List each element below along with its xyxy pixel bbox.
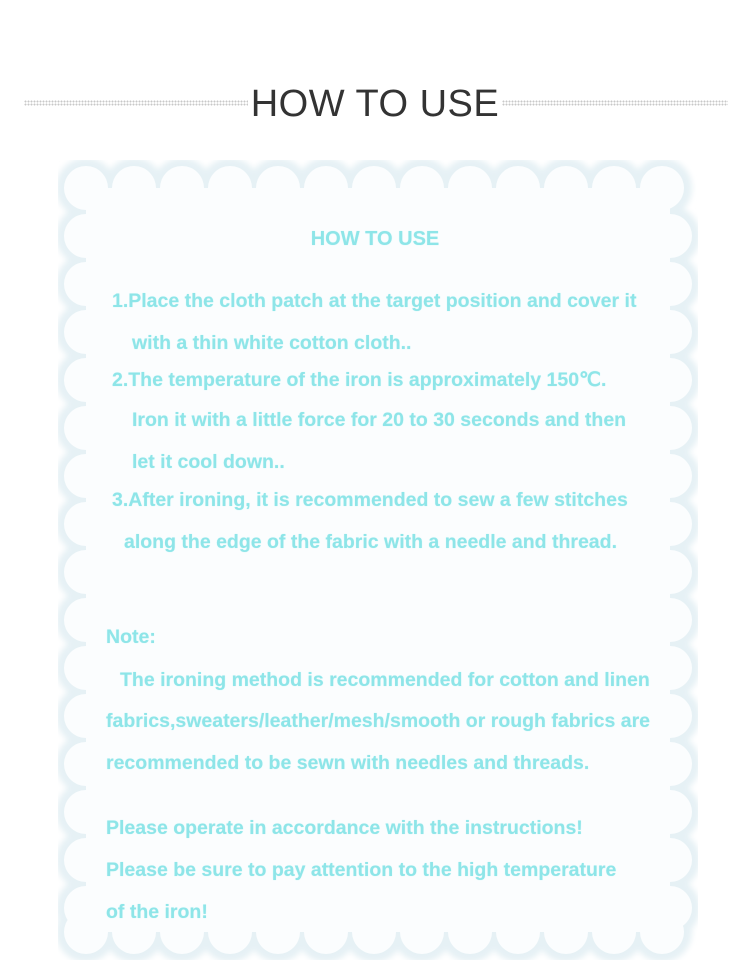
scallop-bump-inner — [352, 166, 396, 210]
note-label: Note: — [106, 626, 156, 648]
scallop-bump-inner — [64, 598, 108, 642]
scallop-bump-inner — [256, 910, 300, 954]
note-line-2: fabrics,sweaters/leather/mesh/smooth or rough fabrics are — [106, 710, 651, 732]
scallop-bump-inner — [592, 166, 636, 210]
scallop-bump-inner — [64, 262, 108, 306]
scallop-bump-inner — [64, 694, 108, 738]
scallop-bump-inner — [496, 166, 540, 210]
scallop-bump-inner — [648, 310, 692, 354]
scallop-bump-inner — [648, 550, 692, 594]
note-line-1: The ironing method is recommended for cotton and linen — [120, 669, 650, 691]
scallop-bump-inner — [400, 910, 444, 954]
scallop-bump-inner — [592, 910, 636, 954]
scallop-bump-inner — [544, 910, 588, 954]
page-title: HOW TO USE — [250, 83, 500, 125]
scalloped-card-background — [58, 160, 698, 960]
step-2-line-1: 2.The temperature of the iron is approximately 150℃. — [112, 369, 607, 391]
step-1-line-2: with a thin white cotton cloth.. — [132, 332, 412, 354]
scallop-bump-inner — [160, 166, 204, 210]
note-line-3: recommended to be sewn with needles and threads. — [106, 752, 590, 774]
scallop-bump-inner — [64, 406, 108, 450]
scallop-bump-inner — [64, 646, 108, 690]
scallop-bump-inner — [400, 166, 444, 210]
scallop-bump-inner — [648, 454, 692, 498]
scallop-bump-inner — [64, 454, 108, 498]
scallop-bump-inner — [112, 166, 156, 210]
scallop-bump-inner — [496, 910, 540, 954]
scallop-bump-inner — [648, 886, 692, 930]
scallop-bump-inner — [304, 166, 348, 210]
scallop-bump-inner — [640, 166, 684, 210]
warning-line-3: of the iron! — [106, 901, 208, 923]
scallop-bump-inner — [352, 910, 396, 954]
scallop-bump-inner — [648, 646, 692, 690]
step-3-line-1: 3.After ironing, it is recommended to sew a few stitches — [112, 489, 628, 511]
card-title: HOW TO USE — [310, 228, 440, 250]
scallop-bump-inner — [256, 166, 300, 210]
scallop-bump-inner — [64, 502, 108, 546]
warning-line-1: Please operate in accordance with the instructions! — [106, 817, 583, 839]
page-header — [0, 78, 750, 130]
scallop-bump-inner — [208, 166, 252, 210]
scallop-bump-inner — [648, 406, 692, 450]
warning-line-2: Please be sure to pay attention to the high temperature — [106, 859, 617, 881]
scallop-bump-inner — [648, 838, 692, 882]
scallop-bump-inner — [648, 790, 692, 834]
step-3-line-2: along the edge of the fabric with a needle and thread. — [124, 531, 617, 553]
scallop-bump-inner — [64, 310, 108, 354]
scallop-bump-inner — [64, 742, 108, 786]
scallop-bump-inner — [648, 502, 692, 546]
scallop-bump-inner — [64, 166, 108, 210]
scallop-bump-inner — [648, 742, 692, 786]
scallop-bump-inner — [304, 910, 348, 954]
scallop-bump-inner — [648, 694, 692, 738]
dotted-divider-right — [502, 100, 728, 106]
scallop-bump-inner — [64, 886, 108, 930]
step-2-line-3: let it cool down.. — [132, 451, 285, 473]
scallop-bump-inner — [64, 838, 108, 882]
step-1-line-1: 1.Place the cloth patch at the target position and cover it — [112, 290, 637, 312]
scallop-bump-inner — [544, 166, 588, 210]
scallop-bump-inner — [648, 262, 692, 306]
scallop-bump-inner — [448, 910, 492, 954]
scallop-bump-inner — [648, 598, 692, 642]
step-2-line-2: Iron it with a little force for 20 to 30 seconds and then — [132, 409, 627, 431]
scallop-bump-inner — [64, 550, 108, 594]
scallop-bump-inner — [208, 910, 252, 954]
scallop-bump-inner — [448, 166, 492, 210]
scallop-bump-inner — [64, 358, 108, 402]
scallop-bump-inner — [648, 358, 692, 402]
scallop-bump-inner — [64, 790, 108, 834]
